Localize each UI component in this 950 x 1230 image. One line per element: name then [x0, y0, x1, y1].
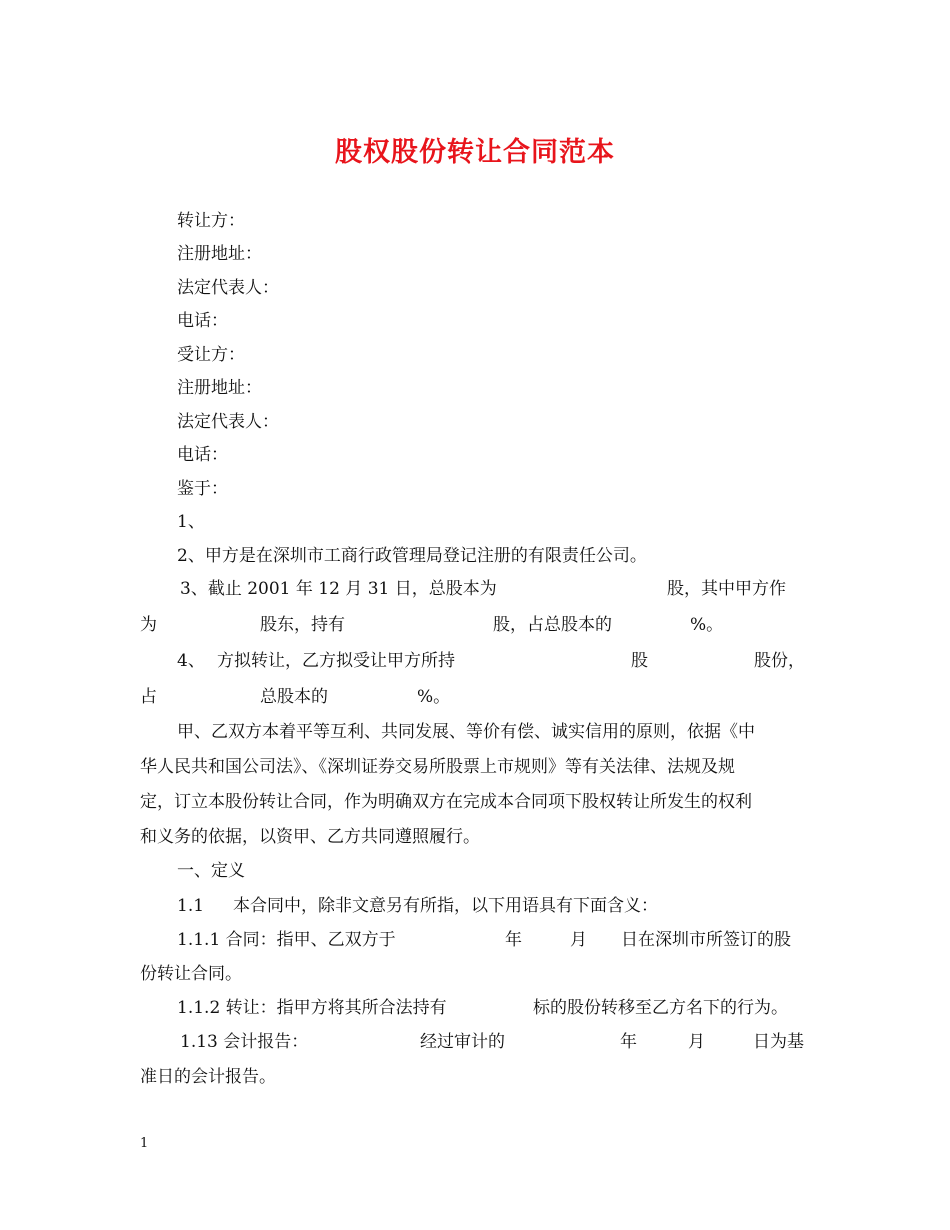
- preamble-line-4: 和义务的依据，以资甲、乙方共同遵照履行。: [140, 827, 480, 847]
- clause-1-1-1-part-b: 年: [505, 930, 522, 950]
- page-number: 1: [140, 1136, 149, 1151]
- clause-1-13-part-f: 准日的会计报告。: [140, 1067, 276, 1087]
- field-transferee: 受让方：: [177, 345, 245, 365]
- field-transferor: 转让方：: [177, 211, 245, 231]
- clause-1-13-part-a: 1.13 会计报告：: [180, 1032, 309, 1052]
- clause-1-13-part-c: 年: [620, 1032, 637, 1052]
- item-3-part-f: %。: [690, 615, 724, 635]
- item-2: 2、甲方是在深圳市工商行政管理局登记注册的有限责任公司。: [177, 546, 647, 566]
- field-registered-address-2: 注册地址：: [177, 378, 262, 398]
- clause-1-1-1-part-d: 日在深圳市所签订的股: [621, 930, 791, 950]
- item-1: 1、: [177, 512, 205, 532]
- clause-1-1-1-part-c: 月: [570, 930, 587, 950]
- clause-1-1-2-part-a: 1.1.2 转让：指甲方将其所合法持有: [177, 998, 447, 1018]
- item-4-part-c: 股: [631, 651, 648, 671]
- clause-1-1-number: 1.1: [177, 896, 205, 916]
- clause-1-13-part-e: 日为基: [753, 1032, 804, 1052]
- item-3-part-d: 股东，持有: [260, 615, 345, 635]
- section-1-heading: 一、定义: [177, 861, 245, 881]
- field-whereas: 鉴于：: [177, 479, 228, 499]
- item-4-part-a: 4、: [177, 651, 205, 671]
- field-phone-2: 电话：: [177, 445, 228, 465]
- item-4-part-d: 股份，: [754, 651, 805, 671]
- item-3-part-e: 股，占总股本的: [493, 615, 612, 635]
- item-3-part-a: 3、截止 2001 年 12 月 31 日，总股本为: [180, 579, 497, 599]
- item-4-part-e: 占: [140, 687, 157, 707]
- clause-1-1-text: 本合同中，除非文意另有所指，以下用语具有下面含义：: [233, 896, 658, 916]
- preamble-line-3: 定，订立本股份转让合同，作为明确双方在完成本合同项下股权转让所发生的权利: [140, 792, 752, 812]
- preamble-line-1: 甲、乙双方本着平等互利、共同发展、等价有偿、诚实信用的原则，依据《中: [177, 722, 755, 742]
- item-3-part-b: 股，其中甲方作: [667, 579, 786, 599]
- item-4-part-b: 方拟转让，乙方拟受让甲方所持: [217, 651, 455, 671]
- field-registered-address-1: 注册地址：: [177, 244, 262, 264]
- field-phone-1: 电话：: [177, 311, 228, 331]
- preamble-line-2: 华人民共和国公司法》、《深圳证券交易所股票上市规则》等有关法律、法规及规: [140, 757, 735, 777]
- item-4-part-f: 总股本的: [260, 687, 328, 707]
- clause-1-1-1-part-e: 份转让合同。: [140, 964, 242, 984]
- clause-1-13-part-b: 经过审计的: [420, 1032, 505, 1052]
- field-legal-rep-2: 法定代表人：: [177, 412, 279, 432]
- field-legal-rep-1: 法定代表人：: [177, 278, 279, 298]
- clause-1-1-1-part-a: 1.1.1 合同：指甲、乙双方于: [177, 930, 396, 950]
- item-3-part-c: 为: [140, 615, 157, 635]
- document-title: 股权股份转让合同范本: [335, 137, 615, 168]
- clause-1-13-part-d: 月: [688, 1032, 705, 1052]
- item-4-part-g: %。: [417, 687, 451, 707]
- clause-1-1-2-part-b: 标的股份转移至乙方名下的行为。: [533, 998, 788, 1018]
